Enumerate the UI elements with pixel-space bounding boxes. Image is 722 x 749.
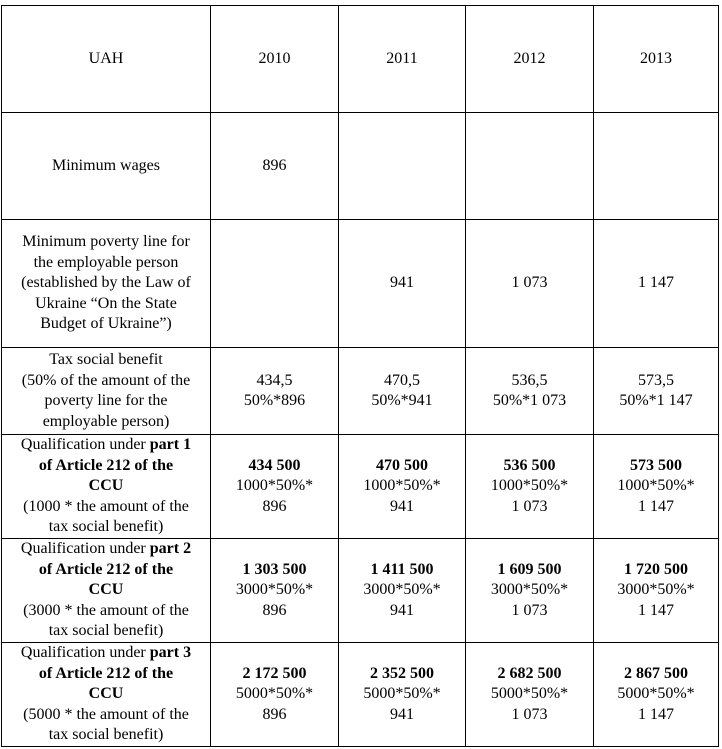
qualification-cell-2010 (211, 435, 339, 539)
qualification-label (2, 643, 211, 747)
qualification-value: 1 303 500 (242, 560, 307, 578)
tax-social-benefit-2011 (339, 348, 466, 435)
qualification-code: CCU (88, 685, 124, 703)
qualification-value: 536 500 (503, 456, 556, 474)
qualification-formula: 3000*50%* (235, 581, 314, 599)
qualification-code: CCU (88, 477, 124, 495)
qualification-cell-2011 (339, 539, 466, 643)
poverty-line-2010 (211, 220, 339, 348)
poverty-line-label-line: (established by the Law of (21, 274, 191, 292)
qualification-value: 2 682 500 (497, 664, 562, 682)
qualification-part-2-row (2, 539, 719, 643)
qualification-base: 896 (262, 705, 287, 723)
qualification-value: 470 500 (376, 456, 428, 474)
minimum-wages-label: Minimum wages (2, 113, 211, 220)
qualification-cell-2013 (594, 643, 719, 747)
qualification-value: 2 867 500 (624, 664, 688, 682)
header-year-2011: 2011 (339, 6, 466, 113)
qualification-note: tax social benefit) (48, 518, 164, 536)
poverty-line-2013: 1 147 (594, 220, 719, 348)
tax-social-benefit-2012 (466, 348, 594, 435)
qualification-formula: 5000*50%* (617, 685, 695, 703)
tax-social-benefit-label (2, 348, 211, 435)
qualification-cell-2012 (466, 435, 594, 539)
minimum-wages-2010: 896 (211, 113, 339, 220)
qualification-note: (1000 * the amount of the (23, 497, 189, 515)
qualification-value: 1 720 500 (624, 560, 688, 578)
qualification-cell-2012 (466, 643, 594, 747)
qualification-base: 1 147 (638, 705, 674, 723)
qualification-base: 1 073 (511, 705, 548, 723)
qualification-prefix: Qualification under (20, 436, 150, 454)
qualification-part-1-row (2, 435, 719, 539)
tax-social-benefit-label-line: (50% of the amount of the (21, 371, 191, 389)
qualification-part: part 2 (149, 540, 192, 558)
header-row (2, 6, 719, 113)
qualification-base: 896 (262, 601, 287, 619)
minimum-wages-2013 (594, 113, 719, 220)
qualification-formula: 1000*50%* (490, 477, 569, 495)
qualification-formula: 5000*50%* (235, 685, 314, 703)
qualification-label (2, 435, 211, 539)
qualification-base: 1 073 (511, 601, 548, 619)
qualification-note: (5000 * the amount of the (23, 705, 189, 723)
qualification-part-3-row (2, 643, 719, 747)
qualification-formula: 3000*50%* (617, 581, 695, 599)
qualification-article: of Article 212 of the (38, 560, 174, 578)
minimum-wages-row (2, 113, 719, 220)
qualification-cell-2012 (466, 539, 594, 643)
qualification-cell-2013 (594, 539, 719, 643)
qualification-formula: 3000*50%* (363, 581, 441, 599)
qualification-value: 1 411 500 (370, 560, 434, 578)
tax-social-benefit-label-line: poverty line for the (44, 392, 168, 409)
tax-social-benefit-row (2, 348, 719, 435)
poverty-line-2012: 1 073 (466, 220, 594, 348)
qualification-prefix: Qualification under (20, 540, 150, 558)
qualification-label (2, 539, 211, 643)
tax-social-benefit-2010 (211, 348, 339, 435)
qualification-label-line (4, 435, 208, 456)
qualification-base: 941 (390, 705, 414, 723)
qualification-base: 941 (390, 497, 414, 515)
qualification-cell-2010 (211, 643, 339, 747)
qualification-value: 1 609 500 (497, 560, 562, 578)
qualification-note: tax social benefit) (48, 622, 164, 640)
tsb-formula: 50%*1 147 (619, 392, 693, 409)
qualification-article: of Article 212 of the (38, 456, 174, 474)
qualification-formula: 3000*50%* (490, 581, 569, 599)
minimum-wages-2011 (339, 113, 466, 220)
tsb-value: 573,5 (638, 371, 674, 389)
qualification-note: tax social benefit) (48, 726, 164, 744)
qualification-part: part 3 (149, 644, 192, 662)
poverty-line-label-line: Ukraine “On the State (35, 294, 177, 312)
qualification-cell-2013 (594, 435, 719, 539)
qualification-value: 2 172 500 (242, 664, 307, 682)
poverty-line-2011: 941 (339, 220, 466, 348)
tsb-formula: 50%*1 073 (492, 392, 567, 409)
qualification-part: part 1 (149, 436, 192, 454)
tsb-value: 434,5 (256, 371, 293, 389)
qualification-formula: 5000*50%* (363, 685, 441, 703)
poverty-line-label (2, 220, 211, 348)
tax-social-benefit-2013 (594, 348, 719, 435)
qualification-cell-2011 (339, 435, 466, 539)
uah-thresholds-table (1, 5, 719, 747)
header-year-2012: 2012 (466, 6, 594, 113)
qualification-formula: 1000*50%* (363, 477, 441, 495)
qualification-base: 941 (390, 601, 414, 619)
tax-social-benefit-label-line: Tax social benefit (49, 351, 163, 368)
tsb-formula: 50%*941 (371, 392, 433, 409)
qualification-value: 2 352 500 (370, 664, 434, 682)
qualification-label-line (4, 539, 208, 560)
qualification-value: 434 500 (248, 456, 301, 474)
qualification-formula: 1000*50%* (617, 477, 695, 495)
qualification-base: 1 073 (511, 497, 548, 515)
qualification-label-line (4, 643, 208, 664)
qualification-value: 573 500 (630, 456, 682, 474)
qualification-note: (3000 * the amount of the (23, 601, 189, 619)
qualification-formula: 1000*50%* (235, 477, 314, 495)
tsb-formula: 50%*896 (243, 392, 306, 409)
qualification-cell-2011 (339, 643, 466, 747)
poverty-line-label-line: Minimum poverty line for (22, 233, 190, 251)
qualification-base: 1 147 (638, 497, 674, 515)
qualification-base: 1 147 (638, 601, 674, 619)
qualification-prefix: Qualification under (20, 644, 150, 662)
tax-social-benefit-label-line: employable person) (42, 412, 170, 430)
poverty-line-label-line: the employable person (33, 253, 179, 271)
qualification-cell-2010 (211, 539, 339, 643)
qualification-formula: 5000*50%* (490, 685, 569, 703)
tsb-value: 470,5 (384, 371, 420, 389)
qualification-article: of Article 212 of the (38, 664, 174, 682)
header-year-2013: 2013 (594, 6, 719, 113)
poverty-line-row (2, 220, 719, 348)
qualification-base: 896 (262, 497, 287, 515)
header-year-2010: 2010 (211, 6, 339, 113)
minimum-wages-2012 (466, 113, 594, 220)
poverty-line-label-line: Budget of Ukraine”) (40, 315, 172, 333)
tsb-value: 536,5 (511, 371, 548, 389)
qualification-code: CCU (88, 581, 124, 599)
header-unit-cell: UAH (2, 6, 211, 113)
